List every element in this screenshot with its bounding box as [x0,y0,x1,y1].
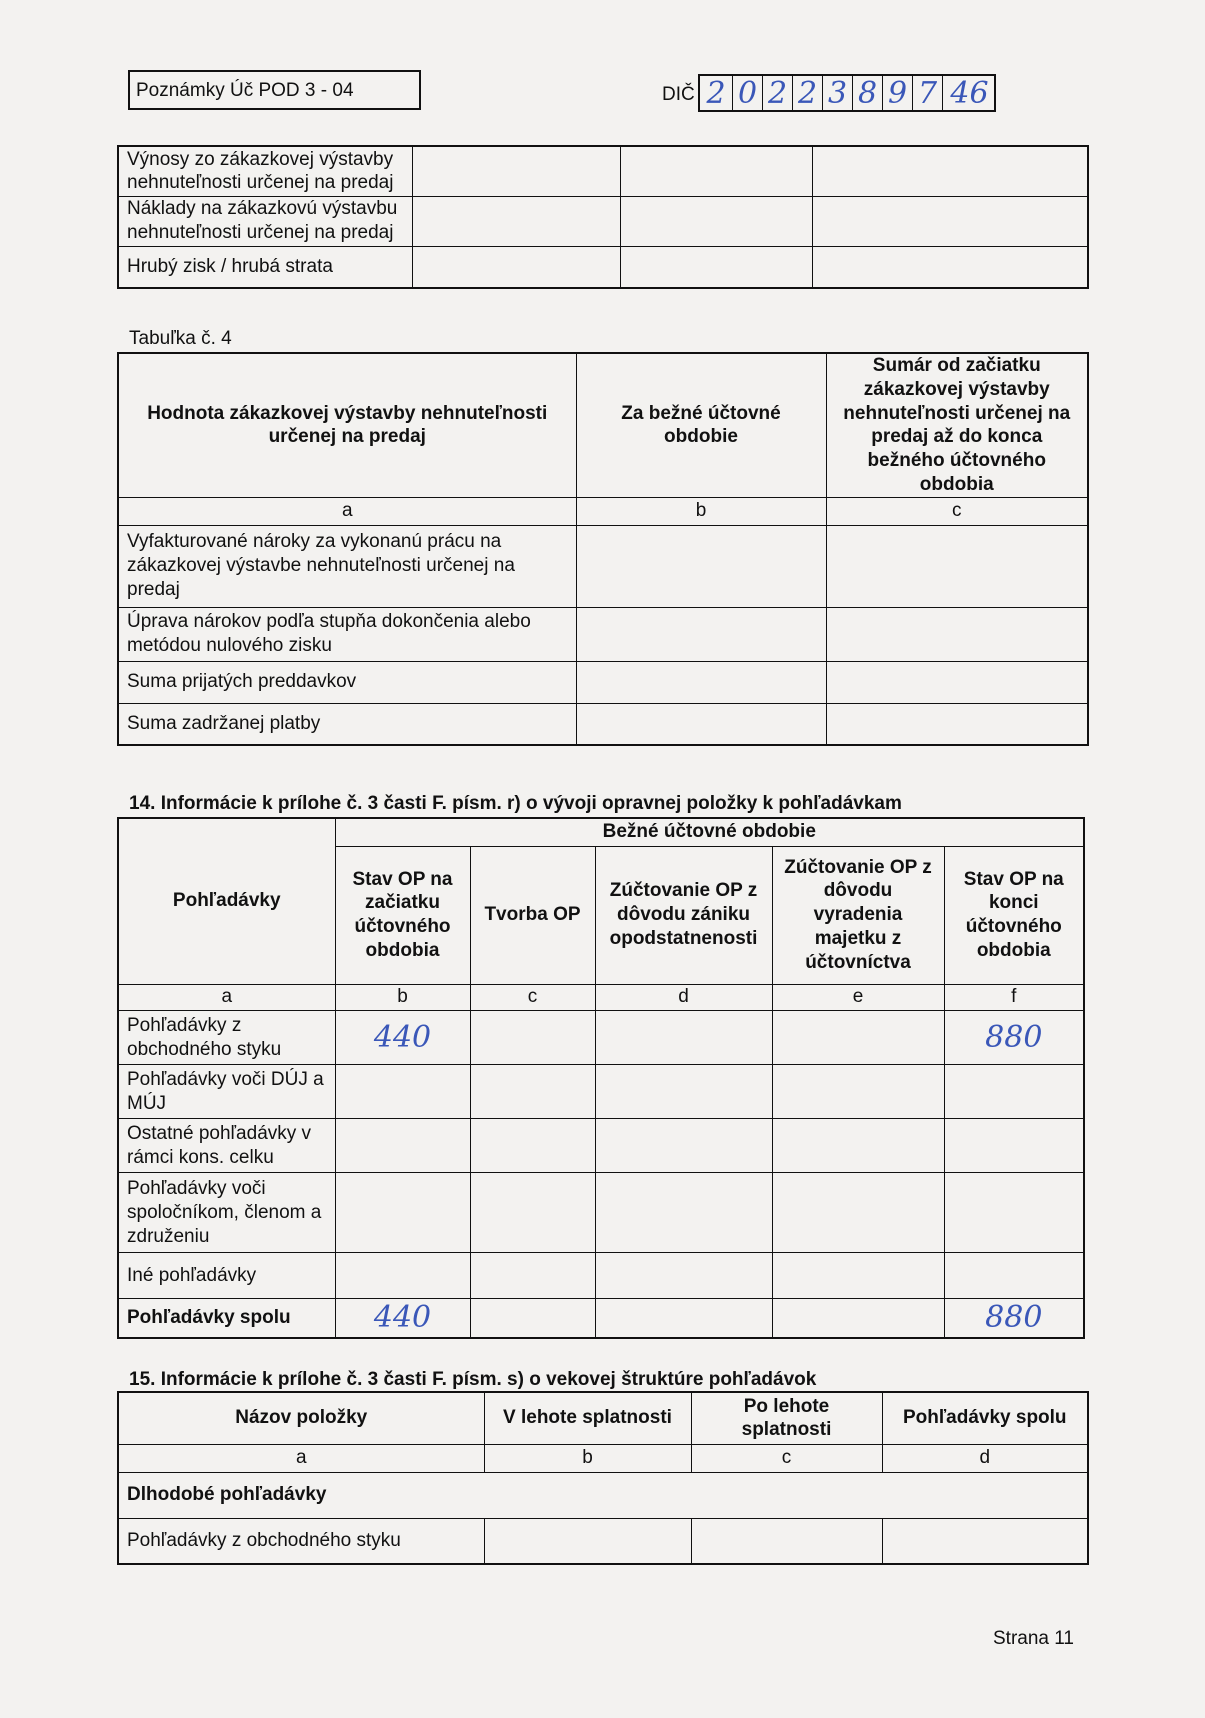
value-cell[interactable]: 880 [944,1299,1084,1338]
table-row [118,661,1088,703]
row-label: Výnosy zo zákazkovej výstavby nehnuteľnosti určenej na predaj [118,146,412,196]
dic-digit: 9 [882,76,912,110]
value-cell[interactable] [620,146,812,196]
table-allowance-receivables [117,817,1085,1339]
table-row [118,146,1088,196]
value-cell[interactable] [595,1173,772,1253]
row-label: Vyfakturované nároky za vykonanú prácu na zákazkovej výstavbe nehnuteľnosti určenej na predaj [118,525,576,607]
value-cell[interactable] [595,1253,772,1299]
value-cell[interactable] [944,1119,1084,1173]
header-cell: Za bežné účtovné obdobie [576,353,826,497]
header-cell: Pohľadávky [118,818,335,984]
row-label: Pohľadávky z obchodného styku [118,1011,335,1065]
row-label: Úprava nárokov podľa stupňa dokončenia alebo metódou nulového zisku [118,607,576,661]
dic-digit: 2 [792,76,822,110]
value-cell[interactable] [412,246,620,288]
value-cell[interactable] [595,1299,772,1338]
table-row [118,1065,1084,1119]
value-cell[interactable] [812,196,1088,246]
row-label: Ostatné pohľadávky v rámci kons. celku [118,1119,335,1173]
table-header-row [118,1392,1088,1444]
value-cell[interactable] [576,607,826,661]
value-cell[interactable]: 880 [944,1011,1084,1065]
row-label: Dlhodobé pohľadávky [118,1472,1088,1518]
table-header-row [118,818,1084,846]
row-label: Náklady na zákazkovú výstavbu nehnuteľnosti určenej na predaj [118,196,412,246]
col-letter: c [691,1444,882,1472]
value-cell[interactable] [595,1065,772,1119]
col-letter: c [826,497,1088,525]
value-cell[interactable] [812,146,1088,196]
dic-digit: 0 [732,76,762,110]
table-letter-row [118,497,1088,525]
value-cell[interactable] [944,1253,1084,1299]
value-cell[interactable] [412,146,620,196]
table-row [118,607,1088,661]
table-row [118,525,1088,607]
value-cell[interactable] [470,1065,595,1119]
table-letter-row [118,1444,1088,1472]
dic-digit: 46 [942,76,996,110]
header-cell: Stav OP na konci účtovného obdobia [944,846,1084,984]
header-cell: Tvorba OP [470,846,595,984]
value-cell[interactable] [772,1253,944,1299]
table-4 [117,352,1089,746]
form-label: Poznámky Úč POD 3 - 04 [136,80,354,101]
col-letter: b [576,497,826,525]
header-cell: Hodnota zákazkovej výstavby nehnuteľnosti určenej na predaj [118,353,576,497]
row-label: Iné pohľadávky [118,1253,335,1299]
header-cell: Zúčtovanie OP z dôvodu vyradenia majetku z účtovníctva [772,846,944,984]
value-cell[interactable] [470,1173,595,1253]
header-cell: Názov položky [118,1392,484,1444]
value-cell[interactable] [412,196,620,246]
table-row [118,1472,1088,1518]
table4-title: Tabuľka č. 4 [129,328,232,349]
value-cell[interactable] [826,661,1088,703]
header-cell: Po lehote splatnosti [691,1392,882,1444]
dic-label: DIČ [662,84,695,105]
section15-title: 15. Informácie k prílohe č. 3 časti F. písm. s) o vekovej štruktúre pohľadávok [129,1369,817,1390]
value-cell[interactable] [576,661,826,703]
col-letter: b [484,1444,691,1472]
row-label: Pohľadávky z obchodného styku [118,1518,484,1564]
row-label: Pohľadávky spolu [118,1299,335,1338]
col-letter: e [772,984,944,1011]
value-cell[interactable] [335,1119,470,1173]
form-label-box [128,70,421,110]
value-cell[interactable] [470,1119,595,1173]
dic-digit: 2 [706,76,726,111]
value-cell[interactable] [826,703,1088,745]
value-cell[interactable] [335,1065,470,1119]
row-label: Hrubý zisk / hrubá strata [118,246,412,288]
value-cell[interactable] [595,1011,772,1065]
value-cell[interactable] [470,1299,595,1338]
col-letter: c [470,984,595,1011]
value-cell[interactable] [772,1173,944,1253]
group-header: Bežné účtovné obdobie [335,818,1084,846]
dic-digit: 2 [762,76,792,110]
page-number: Strana 11 [993,1628,1074,1649]
value-cell[interactable]: 440 [335,1299,470,1338]
header-cell: Sumár od začiatku zákazkovej výstavby nehnuteľnosti určenej na predaj až do konca bežného účtovného obdobia [826,353,1088,497]
value-cell[interactable] [335,1173,470,1253]
col-letter: a [118,497,576,525]
col-letter: b [335,984,470,1011]
value-cell[interactable] [335,1253,470,1299]
value-cell[interactable] [812,246,1088,288]
value-cell[interactable] [772,1065,944,1119]
value-cell[interactable] [772,1119,944,1173]
value-cell[interactable] [944,1173,1084,1253]
value-cell[interactable] [470,1253,595,1299]
table-row [118,1299,1084,1338]
value-cell[interactable] [484,1518,691,1564]
header-cell: V lehote splatnosti [484,1392,691,1444]
row-label: Pohľadávky voči spoločníkom, členom a združeniu [118,1173,335,1253]
dic-digit: 8 [852,76,882,110]
value-cell[interactable] [691,1518,882,1564]
table-row [118,1011,1084,1065]
col-letter: a [118,1444,484,1472]
table-row [118,1518,1088,1564]
value-cell[interactable] [595,1119,772,1173]
table-row [118,1119,1084,1173]
value-cell[interactable] [944,1065,1084,1119]
col-letter: f [944,984,1084,1011]
value-cell[interactable]: 440 [335,1011,470,1065]
table-row [118,196,1088,246]
value-cell[interactable] [882,1518,1088,1564]
row-label: Pohľadávky voči DÚJ a MÚJ [118,1065,335,1119]
dic-digit: 3 [822,76,852,110]
table-letter-row [118,984,1084,1011]
value-cell[interactable] [772,1299,944,1338]
table-row [118,1173,1084,1253]
section14-title: 14. Informácie k prílohe č. 3 časti F. písm. r) o vývoji opravnej položky k pohľadávkam [129,793,902,814]
value-cell[interactable] [826,525,1088,607]
value-cell[interactable] [620,246,812,288]
header-cell: Pohľadávky spolu [882,1392,1088,1444]
value-cell[interactable] [826,607,1088,661]
dic-field [698,74,996,112]
value-cell[interactable] [576,525,826,607]
header-cell: Stav OP na začiatku účtovného obdobia [335,846,470,984]
row-label: Suma zadržanej platby [118,703,576,745]
row-label: Suma prijatých preddavkov [118,661,576,703]
table-row [118,246,1088,288]
col-letter: d [882,1444,1088,1472]
dic-digit: 7 [912,76,942,110]
table-header-row [118,353,1088,497]
table-row [118,1253,1084,1299]
table-construction-revenue [117,145,1089,289]
col-letter: a [118,984,335,1011]
value-cell[interactable] [620,196,812,246]
header-cell: Zúčtovanie OP z dôvodu zániku opodstatnenosti [595,846,772,984]
value-cell[interactable] [470,1011,595,1065]
table-receivables-ageing [117,1391,1089,1565]
value-cell[interactable] [772,1011,944,1065]
col-letter: d [595,984,772,1011]
table-row [118,703,1088,745]
value-cell[interactable] [576,703,826,745]
